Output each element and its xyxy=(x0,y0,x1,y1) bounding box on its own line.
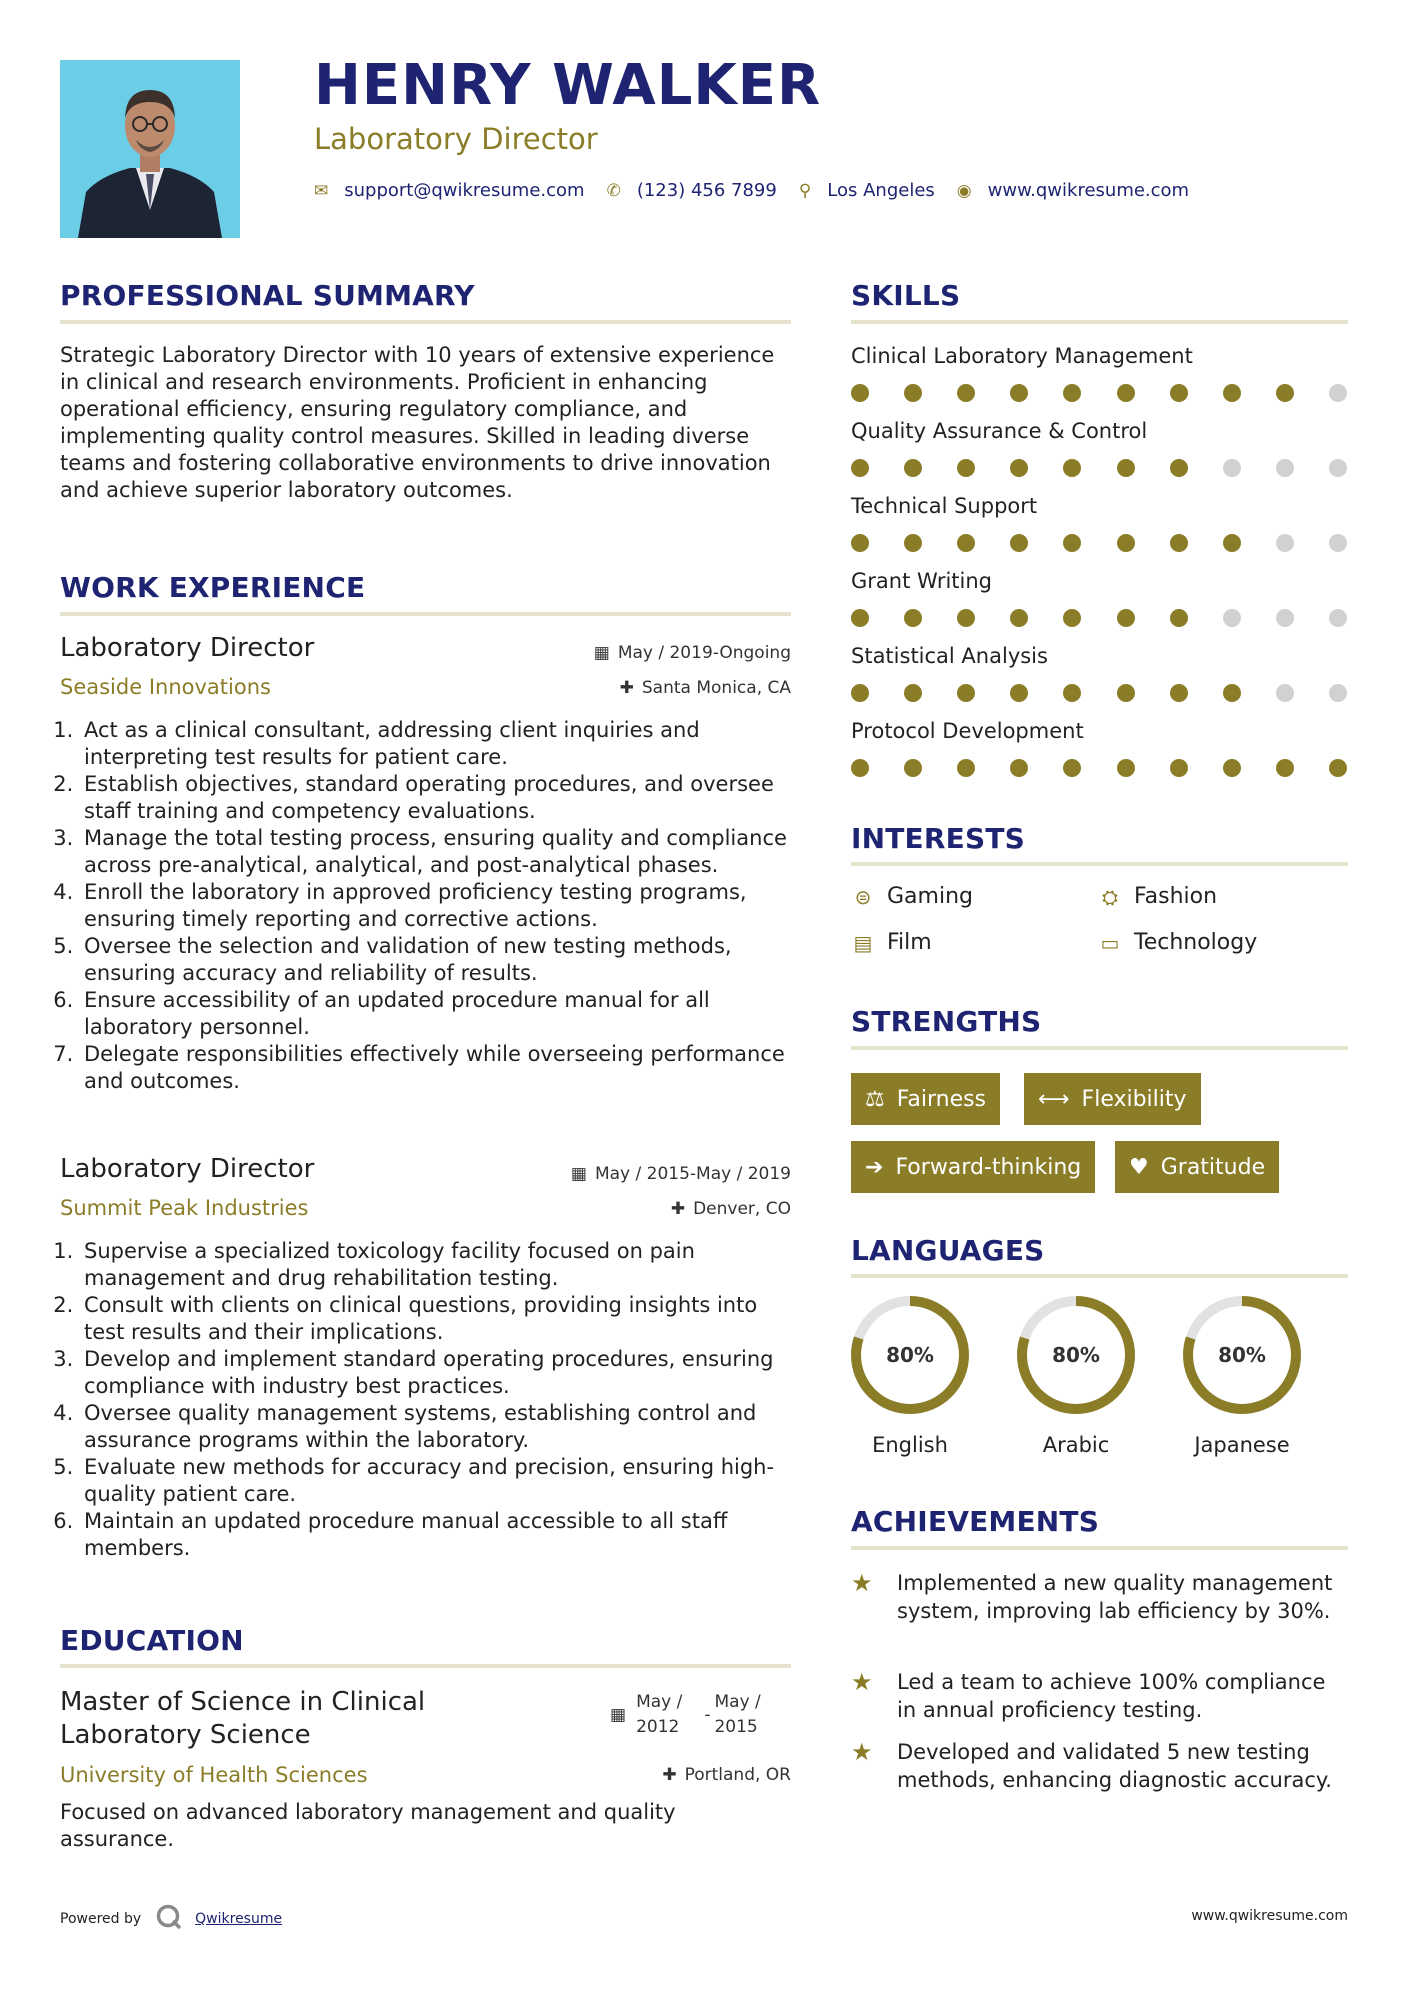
skill-name: Protocol Development xyxy=(851,719,1084,743)
achievement-item: ★ Developed and validated 5 new testing methods, enhancing diagnostic accuracy. xyxy=(851,1738,1332,1792)
interest-item: ⊜ Gaming xyxy=(851,884,973,909)
rating-dot xyxy=(1010,534,1028,552)
skill-item xyxy=(851,342,1348,417)
rating-dot xyxy=(1170,684,1188,702)
list-item: 5. Oversee the selection and validation of new testing methods, ensuring accuracy and reliability of results. xyxy=(80,933,791,987)
rating-dot xyxy=(1063,684,1081,702)
rating-dot xyxy=(851,759,869,777)
list-item: 1. Supervise a specialized toxicology facility focused on pain management and drug rehabilitation testing. xyxy=(80,1238,791,1292)
strength-tag: ⚖ Fairness xyxy=(851,1073,1000,1125)
rating-dot xyxy=(851,459,869,477)
education-heading: EDUCATION xyxy=(60,1624,244,1657)
achievements-heading: ACHIEVEMENTS xyxy=(851,1505,1100,1538)
rating-dot xyxy=(1170,534,1188,552)
pin-icon: ✚ xyxy=(619,678,634,698)
rating-dot xyxy=(957,384,975,402)
rating-dot xyxy=(1276,534,1294,552)
rating-dot xyxy=(1329,459,1347,477)
skills-heading: SKILLS xyxy=(851,279,961,312)
rating-dot xyxy=(957,759,975,777)
heart-icon: ♥ xyxy=(1129,1154,1149,1180)
rating-dot xyxy=(1010,384,1028,402)
languages-heading: LANGUAGES xyxy=(851,1234,1045,1267)
laptop-icon: ▭ xyxy=(1100,930,1120,955)
rating-dot xyxy=(1223,534,1241,552)
list-item: 2. Establish objectives, standard operating procedures, and oversee staff training and competency evaluations. xyxy=(80,771,791,825)
rating-dot xyxy=(1276,609,1294,627)
qwikresume-logo-icon xyxy=(155,1903,183,1935)
rating-dot xyxy=(904,534,922,552)
rating-dot xyxy=(1276,759,1294,777)
company-name: Seaside Innovations xyxy=(60,675,271,699)
language-item xyxy=(1180,1293,1304,1457)
rating-dot xyxy=(904,609,922,627)
rating-dot xyxy=(1117,459,1135,477)
skill-item xyxy=(851,642,1348,717)
rating-dot xyxy=(1170,459,1188,477)
skill-name: Technical Support xyxy=(851,494,1038,518)
rating-dot xyxy=(1117,534,1135,552)
section-divider xyxy=(60,1664,791,1668)
qwikresume-link[interactable]: Qwikresume xyxy=(195,1911,283,1927)
rating-dot xyxy=(1063,459,1081,477)
calendar-icon: ▦ xyxy=(570,1164,587,1184)
rating-dot xyxy=(957,609,975,627)
candidate-name: HENRY WALKER xyxy=(314,53,822,118)
interest-item: ▭ Technology xyxy=(1098,930,1257,955)
location-text: Los Angeles xyxy=(827,180,935,201)
school-name: University of Health Sciences xyxy=(60,1763,368,1787)
skill-rating xyxy=(851,684,1347,702)
rating-dot xyxy=(1010,759,1028,777)
skill-name: Clinical Laboratory Management xyxy=(851,344,1193,368)
rating-dot xyxy=(1170,609,1188,627)
rating-dot xyxy=(1170,384,1188,402)
job-dates: ▦ May / 2019-Ongoing xyxy=(593,643,791,663)
map-marker-icon: ⚲ xyxy=(798,180,812,201)
rating-dot xyxy=(904,684,922,702)
rating-dot xyxy=(1063,759,1081,777)
progress-ring xyxy=(1180,1293,1304,1417)
website-link[interactable]: www.qwikresume.com xyxy=(987,180,1190,201)
section-divider xyxy=(851,862,1348,866)
strength-tag: ⟷ Flexibility xyxy=(1024,1073,1201,1125)
rating-dot xyxy=(904,759,922,777)
duty-list xyxy=(60,1238,791,1562)
summary-text: Strategic Laboratory Director with 10 years of extensive experience in clinical and research environments. Proficient in enhancing operational efficiency, ensuring regulatory compliance, and implementing quality control measures. Skilled in leading diverse teams and fostering collaborative environments to drive innovation and achieve superior laboratory outcomes. xyxy=(60,343,775,502)
rating-dot xyxy=(851,684,869,702)
skill-item xyxy=(851,417,1348,492)
company-name: Summit Peak Industries xyxy=(60,1196,309,1220)
education-location: ✚ Portland, OR xyxy=(662,1765,791,1785)
section-divider xyxy=(60,612,791,616)
list-item: 6. Maintain an updated procedure manual accessible to all staff members. xyxy=(80,1508,791,1562)
language-name: Arabic xyxy=(1042,1433,1110,1457)
education-description: Focused on advanced laboratory management and quality assurance. xyxy=(60,1800,676,1851)
language-item xyxy=(848,1293,972,1457)
language-name: English xyxy=(872,1433,948,1457)
job-location: ✚ Denver, CO xyxy=(670,1199,791,1219)
section-divider xyxy=(851,1546,1348,1550)
rating-dot xyxy=(1329,534,1347,552)
rating-dot xyxy=(1117,609,1135,627)
rating-dot xyxy=(1117,684,1135,702)
shopping-bag-icon: ⛭ xyxy=(1102,884,1118,909)
job-location: ✚ Santa Monica, CA xyxy=(619,678,791,698)
pin-icon: ✚ xyxy=(662,1765,677,1785)
footer-powered-by: Powered by Qwikresume xyxy=(60,1903,282,1935)
rating-dot xyxy=(1010,684,1028,702)
globe-icon: ◉ xyxy=(956,180,972,201)
rating-dot xyxy=(1223,759,1241,777)
rating-dot xyxy=(1223,384,1241,402)
degree-title: Master of Science in Clinical Laboratory Science xyxy=(60,1687,426,1750)
calendar-icon: ▦ xyxy=(593,643,610,663)
education-dates: ▦ May / 2012 - May / 2015 xyxy=(610,1692,761,1737)
rating-dot xyxy=(1063,534,1081,552)
skill-rating xyxy=(851,534,1347,552)
rating-dot xyxy=(1223,684,1241,702)
list-item: 7. Delegate responsibilities effectively while overseeing performance and outcomes. xyxy=(80,1041,791,1095)
phone-icon: ✆ xyxy=(606,180,621,201)
list-item: 5. Evaluate new methods for accuracy and precision, ensuring high-quality patient care. xyxy=(80,1454,791,1508)
profile-photo xyxy=(60,60,240,238)
arrows-horizontal-icon: ⟷ xyxy=(1038,1086,1070,1112)
skills-list xyxy=(851,342,1348,792)
rating-dot xyxy=(1117,759,1135,777)
achievement-item: ★ Led a team to achieve 100% compliance in annual proficiency testing. xyxy=(851,1668,1326,1722)
rating-dot xyxy=(1329,609,1347,627)
list-item: 2. Consult with clients on clinical questions, providing insights into test results and their implications. xyxy=(80,1292,791,1346)
strength-tag: ➔ Forward-thinking xyxy=(851,1141,1095,1193)
list-item: 6. Ensure accessibility of an updated procedure manual for all laboratory personnel. xyxy=(80,987,791,1041)
skill-rating xyxy=(851,384,1347,402)
interest-item: ▤ Film xyxy=(851,930,932,955)
list-item: 4. Enroll the laboratory in approved proficiency testing programs, ensuring timely reporting and corrective actions. xyxy=(80,879,791,933)
languages-list xyxy=(848,1293,1304,1457)
skill-item xyxy=(851,567,1348,642)
star-award-icon: ★ xyxy=(851,1569,873,1597)
skill-name: Statistical Analysis xyxy=(851,644,1048,668)
skill-item xyxy=(851,492,1348,567)
list-item: 3. Develop and implement standard operating procedures, ensuring compliance with industry best practices. xyxy=(80,1346,791,1400)
skill-rating xyxy=(851,759,1347,777)
strengths-heading: STRENGTHS xyxy=(851,1005,1042,1038)
rating-dot xyxy=(957,534,975,552)
duty-list xyxy=(60,717,791,1095)
rating-dot xyxy=(1117,384,1135,402)
work-heading: WORK EXPERIENCE xyxy=(60,571,366,604)
skill-name: Quality Assurance & Control xyxy=(851,419,1148,443)
section-divider xyxy=(851,1046,1348,1050)
film-icon: ▤ xyxy=(853,930,873,955)
candidate-role: Laboratory Director xyxy=(314,122,598,156)
rating-dot xyxy=(1063,609,1081,627)
list-item: 1. Act as a clinical consultant, addressing client inquiries and interpreting test results for patient care. xyxy=(80,717,791,771)
skill-item xyxy=(851,717,1348,792)
rating-dot xyxy=(851,534,869,552)
gamepad-icon: ⊜ xyxy=(854,884,872,909)
star-award-icon: ★ xyxy=(851,1668,873,1696)
section-divider xyxy=(851,1274,1348,1278)
language-percent: 80% xyxy=(1218,1343,1266,1367)
star-award-icon: ★ xyxy=(851,1738,873,1766)
job-dates: ▦ May / 2015-May / 2019 xyxy=(570,1164,791,1184)
language-item xyxy=(1014,1293,1138,1457)
section-divider xyxy=(60,320,791,324)
contact-bar xyxy=(314,180,1211,201)
skill-rating xyxy=(851,609,1347,627)
rating-dot xyxy=(1223,459,1241,477)
rating-dot xyxy=(1276,384,1294,402)
calendar-icon: ▦ xyxy=(610,1705,627,1725)
rating-dot xyxy=(1063,384,1081,402)
rating-dot xyxy=(1329,684,1347,702)
rating-dot xyxy=(904,459,922,477)
phone-text: (123) 456 7899 xyxy=(636,180,777,201)
list-item: 3. Manage the total testing process, ensuring quality and compliance across pre-analytical, analytical, and post-analytical phases. xyxy=(80,825,791,879)
skill-name: Grant Writing xyxy=(851,569,992,593)
pin-icon: ✚ xyxy=(670,1199,686,1219)
section-divider xyxy=(851,320,1348,324)
envelope-icon: ✉ xyxy=(314,180,329,201)
language-name: Japanese xyxy=(1194,1433,1290,1457)
rating-dot xyxy=(1276,459,1294,477)
rating-dot xyxy=(1276,684,1294,702)
rating-dot xyxy=(1329,759,1347,777)
interests-heading: INTERESTS xyxy=(851,822,1025,855)
progress-ring xyxy=(848,1293,972,1417)
rating-dot xyxy=(1010,459,1028,477)
email-link[interactable]: support@qwikresume.com xyxy=(344,180,585,201)
skill-rating xyxy=(851,459,1347,477)
footer-website[interactable]: www.qwikresume.com xyxy=(1191,1908,1348,1924)
rating-dot xyxy=(1223,609,1241,627)
achievement-item: ★ Implemented a new quality management system, improving lab efficiency by 30%. xyxy=(851,1569,1333,1623)
balance-scale-icon: ⚖ xyxy=(865,1086,885,1112)
job-title: Laboratory Director xyxy=(60,1154,315,1184)
rating-dot xyxy=(904,384,922,402)
rating-dot xyxy=(1170,759,1188,777)
summary-heading: PROFESSIONAL SUMMARY xyxy=(60,279,475,312)
language-percent: 80% xyxy=(1052,1343,1100,1367)
rating-dot xyxy=(1010,609,1028,627)
rating-dot xyxy=(957,459,975,477)
rating-dot xyxy=(957,684,975,702)
interest-item: ⛭ Fashion xyxy=(1098,884,1217,909)
rating-dot xyxy=(851,384,869,402)
strength-tag: ♥ Gratitude xyxy=(1115,1141,1279,1193)
language-percent: 80% xyxy=(886,1343,934,1367)
job-title: Laboratory Director xyxy=(60,633,315,663)
arrow-right-icon: ➔ xyxy=(865,1154,884,1180)
list-item: 4. Oversee quality management systems, establishing control and assurance programs within the laboratory. xyxy=(80,1400,791,1454)
rating-dot xyxy=(851,609,869,627)
progress-ring xyxy=(1014,1293,1138,1417)
rating-dot xyxy=(1329,384,1347,402)
